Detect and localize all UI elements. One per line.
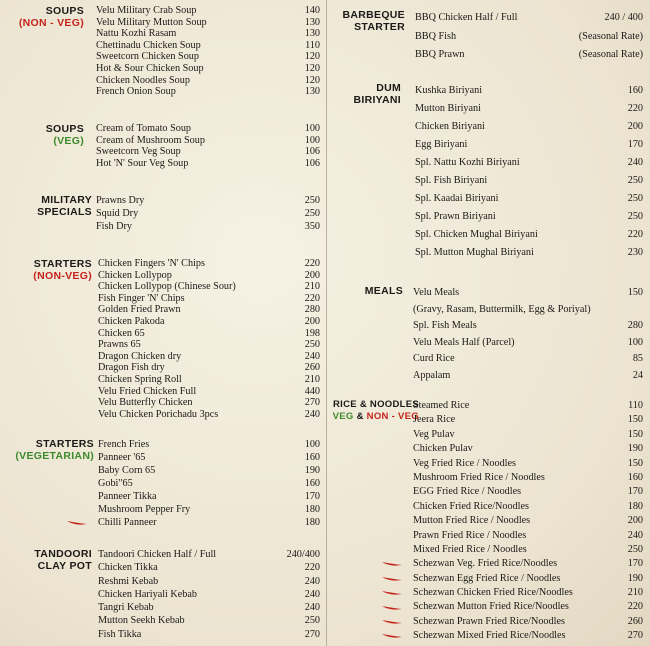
item-name: Kushka Biriyani (415, 85, 483, 96)
menu-item (96, 40, 320, 52)
item-name: Chicken Fried Rice/Noodles (413, 500, 530, 512)
item-price: 240 / 400 (604, 12, 643, 23)
menu-items (415, 9, 643, 65)
item-price: 170 (627, 139, 643, 150)
item-price: 110 (305, 39, 320, 51)
item-price: 270 (304, 397, 320, 409)
menu-item (96, 28, 320, 40)
item-name: Baby Corn 65 (98, 465, 156, 476)
item-name: Tandoori Chicken Half / Full (98, 549, 217, 560)
item-name: Steamed Rice (413, 400, 470, 411)
menu-item (96, 63, 320, 75)
item-name: Schezwan Veg. Fried Rice/Noodles (413, 558, 558, 570)
menu-item (98, 490, 320, 503)
menu-item (98, 281, 320, 293)
heading-title: BARBEQUE (342, 9, 405, 21)
menu-item (96, 135, 320, 147)
item-price: 260 (304, 362, 320, 374)
item-price: 150 (627, 457, 643, 469)
item-name: Veg Fried Rice / Noodles (413, 457, 516, 469)
menu-item (98, 293, 320, 305)
heading-subtitle: (VEGETARIAN) (15, 450, 94, 462)
item-name: Schezwan Prawn Fried Rice/Noodles (413, 615, 565, 627)
item-name: Mutton Seekh Kebab (98, 615, 185, 627)
menu-item (413, 285, 643, 302)
item-name: Chicken Pakoda (98, 315, 165, 327)
item-name: Chicken Pulav (413, 443, 473, 455)
menu-item (98, 374, 320, 386)
item-name: Nattu Kozhi Rasam (96, 28, 177, 40)
menu-items (413, 285, 643, 385)
item-name: BBQ Prawn (415, 49, 465, 60)
menu-item (98, 328, 320, 340)
item-name: Chilli Panneer (98, 517, 157, 528)
heading-subtitle: (NON-VEG) (33, 270, 92, 282)
item-price: 170 (304, 491, 320, 502)
menu-item (413, 615, 643, 629)
item-name: French Fries (98, 439, 150, 450)
item-name: Chicken Hariyali Kebab (98, 588, 198, 600)
item-price: 280 (304, 304, 320, 316)
heading-title: STARTERS (33, 258, 92, 270)
item-name: Chicken Lollypop (Chinese Sour) (98, 281, 236, 293)
item-name: Chicken Fingers 'N' Chips (98, 258, 205, 269)
item-price: 220 (304, 562, 320, 574)
menu-item (96, 75, 320, 87)
item-name: Chettinadu Chicken Soup (96, 39, 201, 51)
item-name: Prawns 65 (98, 339, 141, 351)
item-price: 240 (627, 529, 643, 541)
item-price: 270 (304, 628, 320, 640)
item-name: Hot & Sour Chicken Soup (96, 62, 204, 74)
item-price: 110 (628, 400, 643, 411)
menu-item (413, 629, 643, 643)
item-price: 24 (632, 369, 643, 381)
menu-item (96, 86, 320, 98)
item-price: 180 (304, 517, 320, 528)
item-name: EGG Fried Rice / Noodles (413, 486, 522, 498)
item-name: Chicken Spring Roll (98, 373, 182, 385)
item-name: Spl. Fish Meals (413, 320, 477, 332)
item-price: 230 (627, 247, 643, 258)
item-price: 190 (627, 443, 643, 455)
menu-item (98, 351, 320, 363)
item-price: 190 (627, 572, 643, 584)
item-price: 250 (627, 175, 643, 186)
menu-item (98, 339, 320, 351)
item-price: 250 (627, 193, 643, 204)
item-name: Hot 'N' Sour Veg Soup (96, 157, 189, 169)
menu-item (98, 477, 320, 490)
item-name: Chicken Noodles Soup (96, 74, 190, 86)
item-name: Gobi"65 (98, 478, 133, 489)
item-name: Squid Dry (96, 208, 139, 220)
item-name: Spl. Mutton Mughal Biriyani (415, 247, 534, 258)
section-heading (8, 123, 84, 147)
item-name: Chicken 65 (98, 327, 145, 339)
item-price: 120 (304, 74, 320, 86)
item-name: Egg Biriyani (415, 139, 468, 150)
column-divider (326, 0, 327, 646)
heading-title: MEALS (364, 285, 403, 297)
menu-item (98, 503, 320, 516)
item-price: 250 (627, 543, 643, 555)
item-name: Prawn Fried Rice / Noodles (413, 529, 527, 541)
chili-icon (381, 633, 403, 639)
menu-item (413, 368, 643, 385)
item-price: 210 (627, 587, 643, 599)
heading-title: SOUPS (45, 5, 84, 17)
heading-title: RICE & NOODLES (332, 399, 419, 410)
menu-items (413, 399, 643, 644)
item-name: Veg Pulav (413, 428, 455, 440)
item-price: 260 (627, 615, 643, 627)
item-name: Tangri Kebab (98, 602, 154, 614)
item-name: Velu Meals Half (Parcel) (413, 336, 515, 348)
menu-item (96, 123, 320, 135)
menu-item (415, 82, 643, 100)
item-name: Spl. Nattu Kozhi Biriyani (415, 157, 520, 168)
item-name: Cream of Mushroom Soup (96, 134, 205, 146)
item-price: 100 (304, 123, 320, 134)
section-heading (331, 9, 405, 33)
menu-item (413, 529, 643, 543)
heading-title: STARTERS (35, 438, 94, 450)
item-name: Velu Chicken Porichadu 3pcs (98, 408, 219, 420)
menu-item (413, 485, 643, 499)
item-price: 240 (304, 588, 320, 600)
heading-veg-part: VEG (332, 411, 357, 422)
item-price: 280 (627, 320, 643, 332)
menu-item (98, 362, 320, 374)
item-price: 240 (304, 575, 320, 587)
menu-item (98, 561, 320, 574)
menu-item (98, 270, 320, 282)
heading-subtitle: (VEG) (53, 135, 84, 147)
item-price: 220 (627, 103, 643, 114)
section-heading (8, 258, 92, 282)
heading-subtitle: STARTER (354, 21, 405, 33)
menu-item (415, 244, 643, 262)
menu-items (98, 258, 320, 420)
menu-item (98, 397, 320, 409)
section-heading (331, 285, 403, 297)
item-price: 100 (304, 134, 320, 146)
item-name: BBQ Fish (415, 30, 457, 42)
menu-item (98, 386, 320, 398)
item-price: 220 (304, 292, 320, 304)
item-price: 160 (304, 452, 320, 463)
item-name: Cream of Tomato Soup (96, 123, 192, 134)
menu-item (413, 399, 643, 413)
menu-item (415, 46, 643, 65)
item-price: 220 (304, 258, 320, 269)
menu-item (96, 51, 320, 63)
item-price: 210 (304, 373, 320, 385)
item-price: 200 (627, 121, 643, 132)
item-price: 240 (304, 408, 320, 420)
menu-items (96, 194, 320, 234)
heading-subtitle (331, 411, 419, 423)
menu-items (96, 5, 320, 98)
item-price: 220 (627, 229, 643, 240)
item-name: Appalam (413, 369, 451, 381)
menu-item (415, 136, 643, 154)
menu-item (413, 543, 643, 557)
item-name: Dragon Chicken dry (98, 350, 182, 362)
menu-item (415, 172, 643, 190)
item-price: 130 (304, 16, 320, 28)
item-name: Mutton Biriyani (415, 103, 481, 114)
item-name: Sweetcorn Veg Soup (96, 146, 181, 158)
item-price: 170 (627, 486, 643, 498)
menu-item (98, 588, 320, 601)
item-price: 140 (304, 5, 320, 16)
menu-item (413, 471, 643, 485)
item-name: Fish Dry (96, 221, 132, 233)
item-name: Reshmi Kebab (98, 575, 159, 587)
heading-title: MILITARY (41, 194, 92, 206)
item-price: 200 (304, 315, 320, 327)
menu-item (96, 5, 320, 17)
item-name: Schezwan Mutton Fried Rice/Noodles (413, 601, 569, 613)
item-price: 270 (627, 630, 643, 642)
item-name: Chicken Biriyani (415, 121, 485, 132)
item-price: 250 (304, 208, 320, 220)
item-price: 150 (627, 428, 643, 440)
heading-title: TANDOORI (34, 548, 92, 560)
item-price: 200 (304, 269, 320, 281)
chili-icon (381, 590, 403, 596)
item-price: 250 (304, 339, 320, 351)
chili-icon (381, 619, 403, 625)
menu-item (415, 9, 643, 28)
menu-item (98, 304, 320, 316)
item-price: 160 (304, 478, 320, 489)
item-price: 100 (304, 439, 320, 450)
section-heading (8, 5, 84, 29)
menu-item (98, 258, 320, 270)
item-price: 120 (304, 51, 320, 63)
menu-items (98, 438, 320, 529)
item-name: Mutton Fried Rice / Noodles (413, 515, 531, 527)
menu-item (413, 428, 643, 442)
menu-item (96, 158, 320, 170)
menu-item (413, 572, 643, 586)
item-price: 120 (304, 62, 320, 74)
item-name: Schezwan Mixed Fried Rice/Noodles (413, 630, 566, 642)
menu-item (413, 557, 643, 571)
item-price: 240 (304, 602, 320, 614)
menu-item (98, 464, 320, 477)
item-name: Jeera Rice (413, 414, 456, 426)
item-price: 240 (627, 157, 643, 168)
item-price: 130 (304, 86, 320, 98)
menu-item (415, 118, 643, 136)
item-name: Velu Military Crab Soup (96, 5, 197, 16)
menu-item (415, 28, 643, 47)
item-name: Spl. Kaadai Biriyani (415, 193, 499, 204)
item-name: Prawns Dry (96, 195, 145, 206)
chili-icon (381, 576, 403, 582)
menu-item (413, 600, 643, 614)
menu-item (98, 451, 320, 464)
item-name: Velu Fried Chicken Full (98, 385, 197, 397)
item-name: Spl. Chicken Mughal Biriyani (415, 229, 538, 240)
item-price: 106 (304, 146, 320, 158)
heading-nonveg-part: NON - VEG (363, 411, 419, 422)
item-price: 160 (627, 85, 643, 96)
item-name: BBQ Chicken Half / Full (415, 12, 518, 23)
menu-item (415, 154, 643, 172)
menu-item (413, 457, 643, 471)
item-price: 250 (304, 615, 320, 627)
menu-items (98, 548, 320, 641)
item-price: 190 (304, 465, 320, 476)
item-price: 210 (304, 281, 320, 293)
item-name: Velu Meals (413, 287, 460, 298)
item-price: (Seasonal Rate) (578, 49, 643, 60)
item-name: Chicken Lollypop (98, 269, 172, 281)
item-price: 85 (632, 353, 643, 365)
chili-icon (381, 605, 403, 611)
menu-item (96, 220, 320, 233)
item-name: Velu Military Mutton Soup (96, 16, 207, 28)
item-name: Golden Fried Prawn (98, 304, 181, 316)
heading-subtitle: CLAY POT (37, 560, 92, 572)
heading-title: DUM (376, 82, 401, 94)
item-price: 200 (627, 515, 643, 527)
item-name: Chicken Tikka (98, 562, 158, 574)
menu-item (98, 409, 320, 421)
section-heading (331, 399, 419, 423)
item-name: Spl. Prawn Biriyani (415, 211, 496, 222)
item-name: Spl. Fish Biriyani (415, 175, 488, 186)
chili-icon (66, 520, 88, 526)
heading-subtitle: (NON - VEG) (18, 17, 84, 29)
item-price: 240 (304, 350, 320, 362)
item-price: 240/400 (286, 549, 320, 560)
menu-item (98, 438, 320, 451)
item-name: Curd Rice (413, 353, 455, 365)
item-name: Fish Finger 'N' Chips (98, 292, 185, 304)
menu-item (413, 413, 643, 427)
menu-item (413, 500, 643, 514)
menu-item (415, 100, 643, 118)
menu-item (98, 628, 320, 641)
item-name: Schezwan Egg Fried Rice / Noodles (413, 572, 561, 584)
item-price: 100 (627, 336, 643, 348)
menu-item (413, 302, 643, 319)
menu-items (415, 82, 643, 262)
heading-subtitle: BIRIYANI (353, 94, 401, 106)
item-name: Schezwan Chicken Fried Rice/Noodles (413, 587, 573, 599)
item-price: 180 (304, 504, 320, 515)
item-price: 150 (627, 414, 643, 426)
section-heading (331, 82, 401, 106)
menu-item (98, 516, 320, 529)
menu-item (415, 208, 643, 226)
item-price: (Seasonal Rate) (578, 30, 643, 42)
item-price: 250 (304, 195, 320, 206)
menu-item (96, 194, 320, 207)
menu-item (96, 146, 320, 158)
menu-item (96, 207, 320, 220)
menu-item (415, 190, 643, 208)
menu-item (413, 514, 643, 528)
menu-item (415, 226, 643, 244)
item-price: 170 (627, 558, 643, 570)
heading-subtitle: SPECIALS (37, 206, 92, 218)
section-heading (8, 194, 92, 218)
item-price: 350 (304, 221, 320, 233)
item-price: 198 (304, 327, 320, 339)
menu-item (98, 575, 320, 588)
item-price: 130 (304, 28, 320, 40)
menu-item (413, 335, 643, 352)
menu-item (96, 17, 320, 29)
section-heading (8, 438, 94, 462)
menu-item (98, 601, 320, 614)
item-name: Fish Tikka (98, 628, 142, 640)
item-price: 220 (627, 601, 643, 613)
item-price: 250 (627, 211, 643, 222)
chili-icon (381, 561, 403, 567)
menu-item (98, 548, 320, 561)
heading-amp: & (356, 411, 364, 422)
item-name: Velu Butterfly Chicken (98, 397, 193, 409)
menu-item (98, 614, 320, 627)
item-name: Dragon Fish dry (98, 362, 165, 374)
item-price: 106 (304, 157, 320, 169)
heading-title: SOUPS (45, 123, 84, 135)
menu-item (413, 351, 643, 368)
section-heading (8, 548, 92, 572)
item-name: French Onion Soup (96, 86, 176, 98)
item-name: Panneer Tikka (98, 491, 157, 502)
item-name: Mixed Fried Rice / Noodles (413, 543, 527, 555)
menu-item (413, 586, 643, 600)
item-name: Mushroom Pepper Fry (98, 504, 191, 515)
item-price: 440 (304, 385, 320, 397)
item-name: (Gravy, Rasam, Buttermilk, Egg & Poriyal) (413, 303, 591, 315)
menu-item (98, 316, 320, 328)
item-price: 150 (627, 287, 643, 298)
item-price: 180 (627, 500, 643, 512)
menu-items (96, 123, 320, 169)
item-name: Mushroom Fried Rice / Noodles (413, 471, 545, 483)
item-name: Sweetcorn Chicken Soup (96, 51, 199, 63)
item-price: 160 (627, 471, 643, 483)
item-name: Panneer '65 (98, 452, 146, 463)
menu-item (413, 442, 643, 456)
menu-item (413, 318, 643, 335)
